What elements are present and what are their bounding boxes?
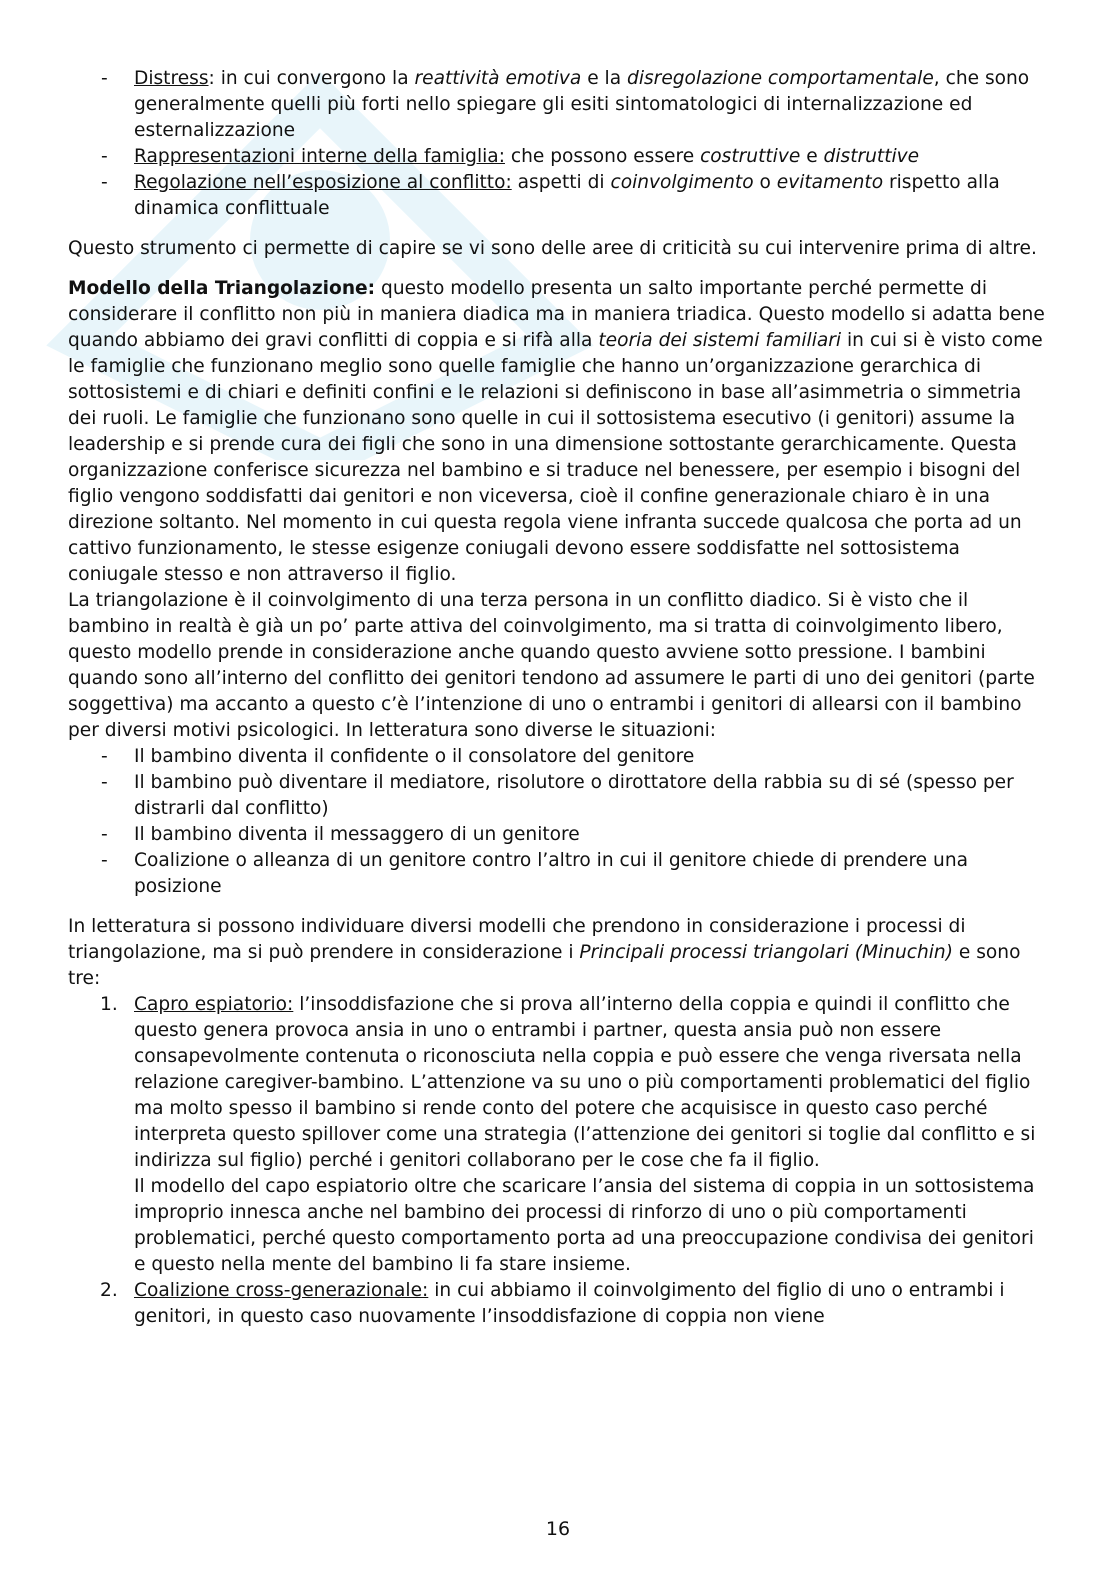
model-heading: Modello della Triangolazione: xyxy=(68,278,376,299)
document-page xyxy=(68,66,1048,1330)
list-text: : in cui convergono la xyxy=(208,68,415,89)
list-text: l’insoddisfazione che si prova all’interno della coppia e quindi il conflitto che questo genera provoca ansia in uno o entrambi i partner, questa ansia può non essere consapevolmente contenuta o riconosciuta nella coppia e può essere che venga riversata nella relazione caregiver-bambino. L’attenzione va su uno o più comportamenti problematici del figlio ma molto spesso il bambino si rende conto del potere che acquisisce in questo caso perché interpreta questo spillover come una strategia (l’attenzione dei genitori si toglie dal conflitto e si indirizza sul figlio) perché i genitori collaborano per le cose che fa il figlio. xyxy=(134,994,1036,1171)
processes-list xyxy=(68,992,1048,1330)
list-text: e xyxy=(800,146,824,167)
list-number: 1. xyxy=(100,994,118,1015)
list-text-continued: Il modello del capo espiatorio oltre che scaricare l’ansia del sistema di coppia in un sottosistema improprio innesca anche nel bambino dei processi di rinforzo di uno o più comportamenti problematici, perché questo comportamento porta ad una preoccupazione condivisa dei genitori e questo nella mente del bambino li fa stare insieme. xyxy=(134,1176,1035,1275)
list-item: - Il bambino può diventare il mediatore, risolutore o dirottatore della rabbia su di sé (spesso per distrarli dal conflitto) xyxy=(68,770,1048,822)
list-term: Regolazione nell’esposizione al conflitto: xyxy=(134,172,512,193)
lit-text: In letteratura si possono individuare diversi modelli che prendono in considerazione i processi di triangolazione, ma si può prendere in considerazione i xyxy=(68,916,966,963)
list-italic: evitamento xyxy=(776,172,884,193)
list-text: rispetto alla dinamica conflittuale xyxy=(134,172,1000,219)
model-text: questo modello presenta un salto importante perché permette di considerare il conflitto non più in maniera diadica ma in maniera triadica. Questo modello si adatta bene quando abbiamo dei gravi conflitti di coppia e si rifà alla xyxy=(68,278,1045,351)
list-term: Rappresentazioni interne della famiglia: xyxy=(134,146,505,167)
list-term: Distress xyxy=(134,68,209,89)
list-number: 2. xyxy=(100,1280,118,1301)
paragraph-model xyxy=(68,276,1048,588)
paragraph-literature xyxy=(68,914,1048,992)
lit-italic: Principali processi triangolari (Minuchin) xyxy=(579,942,953,963)
list-item: - Il bambino diventa il confidente o il consolatore del genitore xyxy=(68,744,1048,770)
list-text: o xyxy=(753,172,777,193)
list-item: - Coalizione o alleanza di un genitore contro l’altro in cui il genitore chiede di prendere una posizione xyxy=(68,848,1048,900)
list-italic: coinvolgimento xyxy=(610,172,754,193)
list-italic: disregolazione comportamentale xyxy=(627,68,934,89)
list-italic: reattività emotiva xyxy=(414,68,582,89)
list-term: Capro espiatorio: xyxy=(134,994,294,1015)
list-term: Coalizione cross-generazionale: xyxy=(134,1280,429,1301)
paragraph-tool: Questo strumento ci permette di capire se vi sono delle aree di criticità su cui intervenire prima di altre. xyxy=(68,238,1037,259)
list-text: , che sono generalmente quelli più forti nello spiegare gli esiti sintomatologici di internalizzazione ed esternalizzazione xyxy=(134,68,1030,141)
list-italic: costruttive xyxy=(700,146,801,167)
model-text: in cui si è visto come le famiglie che funzionano meglio sono quelle famiglie che hanno un’organizzazione gerarchica di sottosistemi e di chiari e definiti confini e le relazioni si definiscono in base all’asimmetria o simmetria dei ruoli. Le famiglie che funzionano sono quelle in cui il sottosistema esecutivo (i genitori) assume la leadership e si prende cura dei figli che sono in una dimensione sottostante gerarchicamente. Questa organizzazione conferisce sicurezza nel bambino e si traduce nel benessere, per esempio i bisogni del figlio vengono soddisfatti dai genitori e non viceversa, cioè il confine generazionale chiaro è in una direzione soltanto. Nel momento in cui questa regola viene infranta succede qualcosa che porta ad un cattivo funzionamento, le stesse esigenze coniugali devono essere soddisfatte nel sottosistema coniugale stesso e non attraverso il figlio. xyxy=(68,330,1043,585)
list-item xyxy=(68,1278,1048,1330)
list-item xyxy=(68,66,1048,144)
lit-text: e sono tre: xyxy=(68,942,1021,989)
situations-list xyxy=(68,744,1048,900)
list-item: - Il bambino diventa il messaggero di un genitore xyxy=(68,822,1048,848)
page-number: 16 xyxy=(545,1518,571,1540)
list-italic: distruttive xyxy=(823,146,920,167)
criteria-list xyxy=(68,66,1048,222)
list-item xyxy=(68,992,1048,1278)
list-text: in cui abbiamo il coinvolgimento del figlio di uno o entrambi i genitori, in questo caso nuovamente l’insoddisfazione di coppia non viene xyxy=(134,1280,1005,1327)
list-text: e la xyxy=(581,68,628,89)
paragraph-triangulation: La triangolazione è il coinvolgimento di una terza persona in un conflitto diadico. Si è visto che il bambino in realtà è già un po’ parte attiva del coinvolgimento, ma si tratta di coinvolgimento libero, questo modello prende in considerazione anche quando questo avviene sotto pressione. I bambini quando sono all’interno del conflitto dei genitori tendono ad assumere le parti di uno dei genitori (parte soggettiva) ma accanto a questo c’è l’intenzione di uno o entrambi i genitori di allearsi con il bambino per diversi motivi psicologici. In letteratura sono diverse le situazioni: xyxy=(68,590,1035,741)
list-text: che possono essere xyxy=(504,146,701,167)
list-text: aspetti di xyxy=(511,172,611,193)
model-italic: teoria dei sistemi familiari xyxy=(598,330,842,351)
list-item xyxy=(68,144,1048,170)
list-item xyxy=(68,170,1048,222)
